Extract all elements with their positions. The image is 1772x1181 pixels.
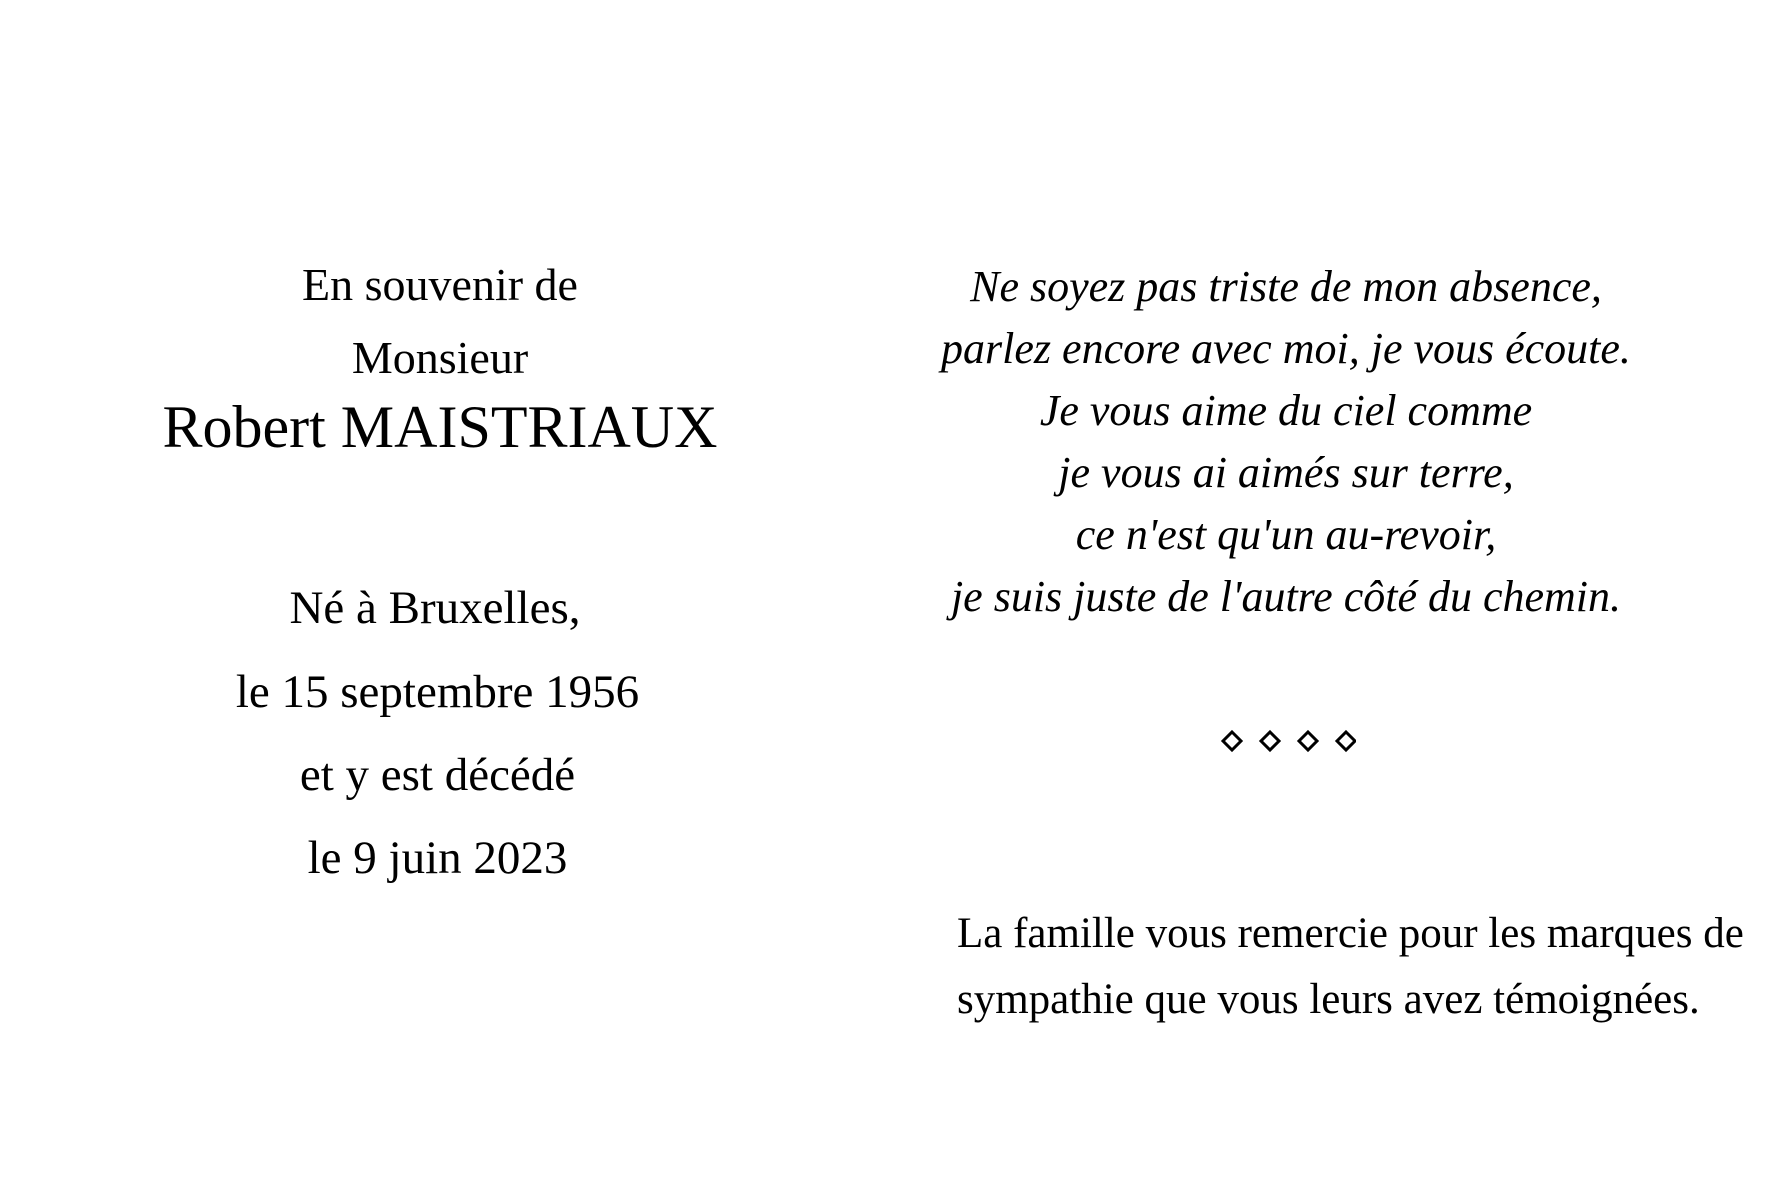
- poem-line-5: ce n'est qu'un au-revoir,: [1075, 510, 1497, 559]
- four-diamonds-icon: [840, 726, 1732, 756]
- poem-line-2: parlez encore avec moi, je vous écoute.: [941, 324, 1631, 373]
- poem-line-4: je vous ai aimés sur terre,: [1058, 448, 1514, 497]
- thanks-line-1: La famille vous remercie pour les marques de: [957, 910, 1744, 957]
- thanks-line-2: sympathie que vous leurs avez témoignées.: [957, 976, 1700, 1023]
- bio-line-birthplace: Né à Bruxelles,: [289, 582, 581, 634]
- deceased-name: Robert MAISTRIAUX: [162, 394, 718, 460]
- poem-line-6: je suis juste de l'autre côté du chemin.: [950, 572, 1622, 621]
- bio-line-death-date: le 9 juin 2023: [307, 832, 568, 884]
- bio-line-death-place: et y est décédé: [299, 749, 576, 801]
- intro-line-1: En souvenir de: [302, 259, 578, 310]
- intro-line-2: Monsieur: [351, 332, 529, 383]
- left-panel: [0, 0, 880, 1181]
- right-panel: [880, 0, 1772, 1181]
- poem-line-3: Je vous aime du ciel comme: [1039, 386, 1533, 435]
- poem-line-1: Ne soyez pas triste de mon absence,: [970, 262, 1602, 311]
- bio-line-birthdate: le 15 septembre 1956: [235, 666, 640, 718]
